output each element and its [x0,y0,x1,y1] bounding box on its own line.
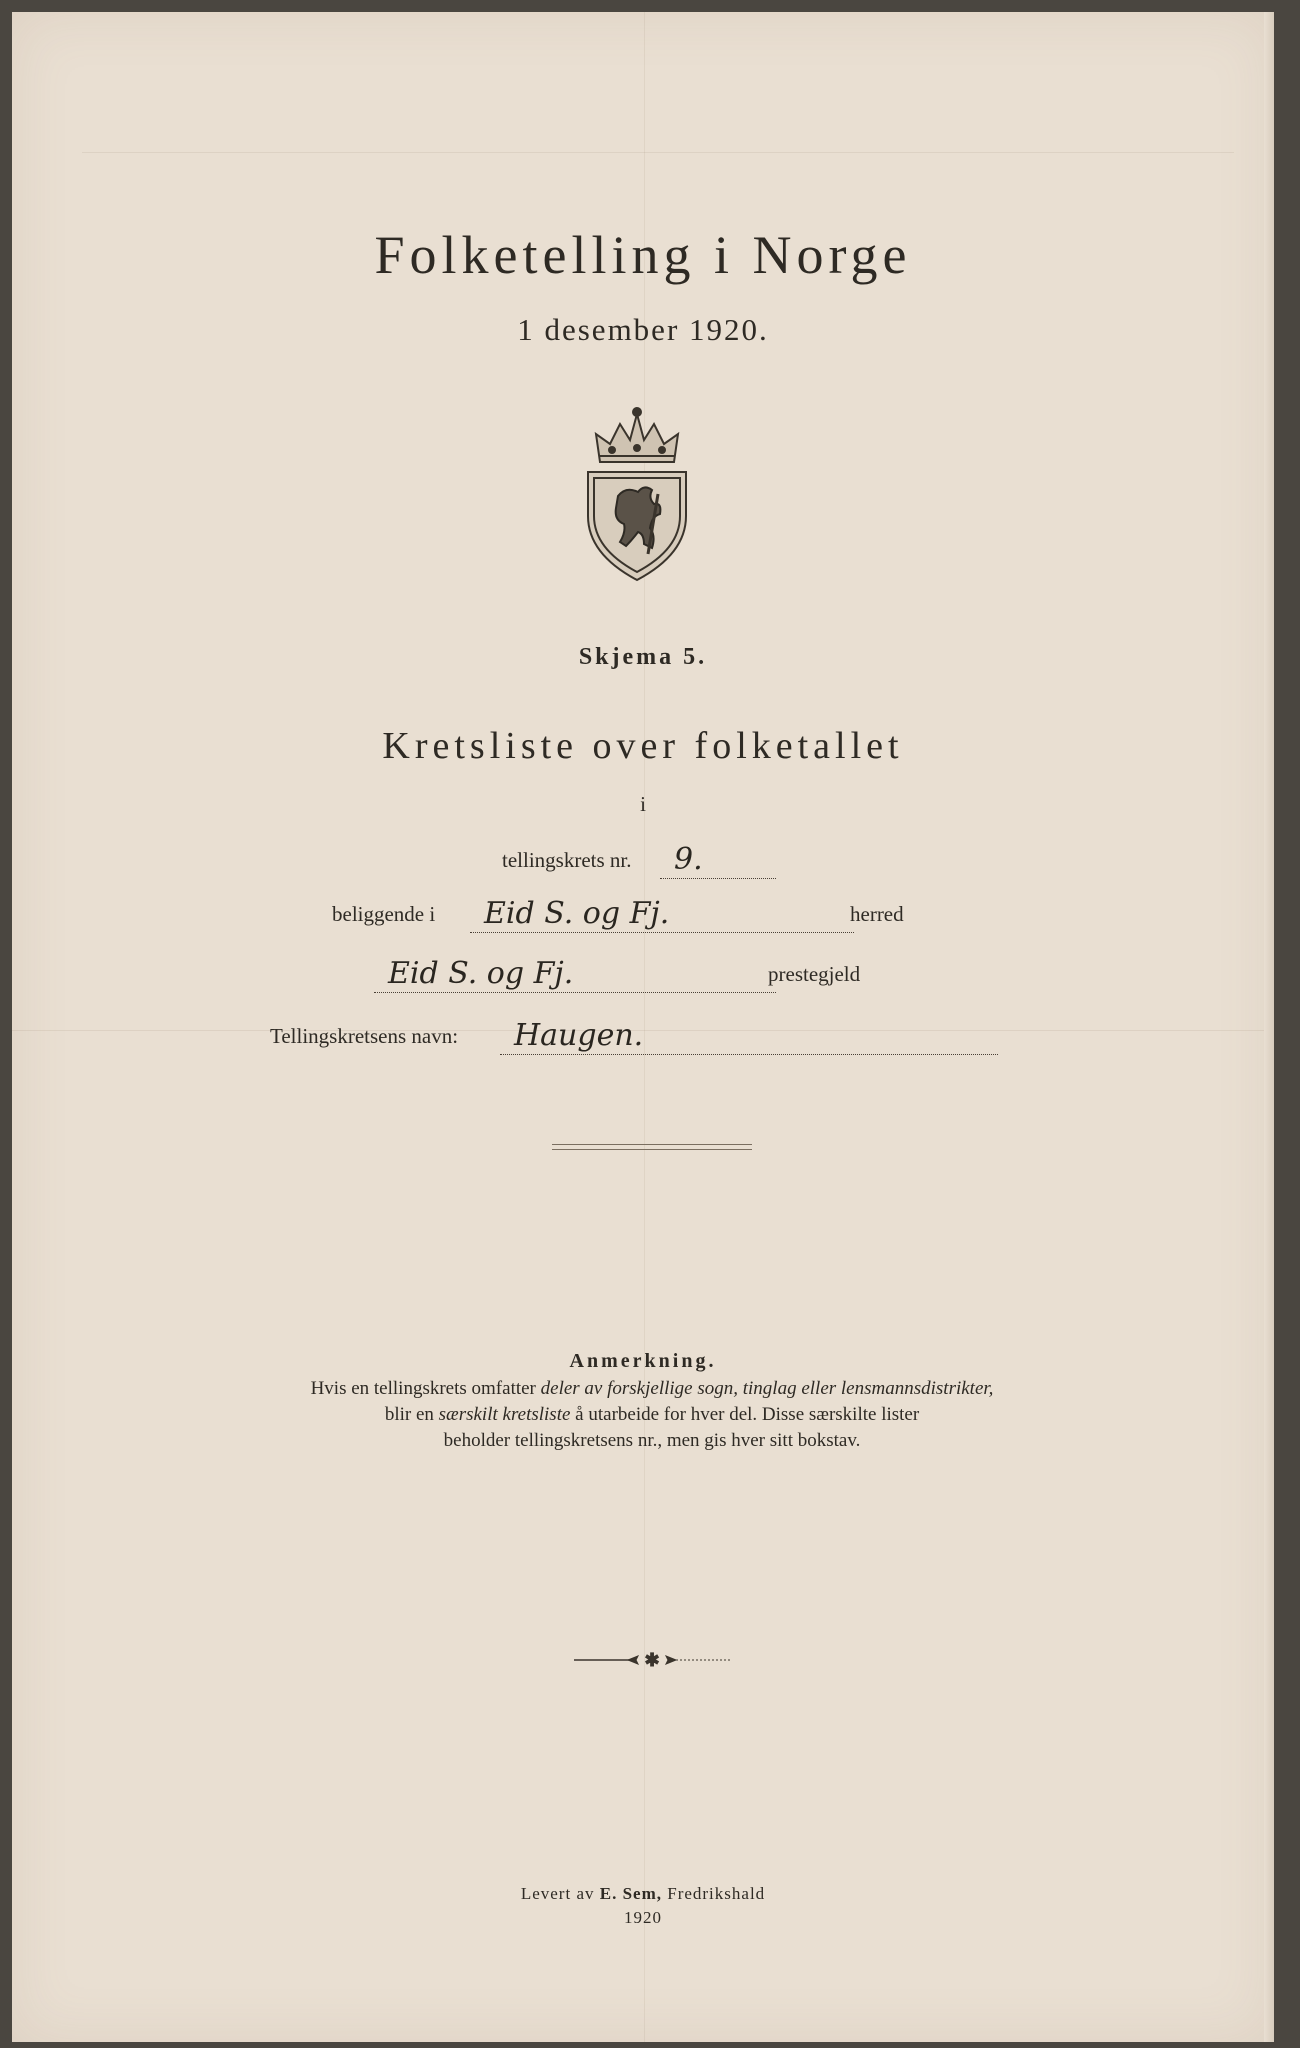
printer-city: Fredrikshald [661,1884,766,1903]
print-year: 1920 [624,1908,662,1927]
remark-text-italic: deler av forskjellige sogn, tinglag eller lensmannsdistrikter, [540,1378,994,1399]
beliggende-label: beliggende i [332,902,436,926]
herred-row [12,896,1274,936]
prestegjeld-row [12,956,1274,996]
page-title: Folketelling i Norge [374,225,912,285]
census-form-page [12,12,1274,2042]
printer-credit [12,1884,1274,1904]
bleed-through-line [82,152,1234,153]
printer-name: E. Sem, [599,1884,662,1903]
navn-label: Tellingskretsens navn: [270,1024,459,1048]
double-rule-separator [552,1144,752,1150]
preposition: i [640,792,646,816]
schema-number: Skjema 5. [578,644,708,670]
remark-text: blir en [384,1404,439,1425]
remark-text: å utarbeide for hver del. Disse særskilte lister [570,1404,920,1425]
remark-text-italic: særskilt kretsliste [438,1404,571,1425]
ornament-divider-icon [572,1650,732,1670]
remark-line-3: beholder tellingskretsens nr., men gis hver sitt bokstav. [443,1430,861,1451]
svg-text:✱: ✱ [644,1650,660,1670]
krets-number-field[interactable]: 9. [660,848,776,879]
remark-line-2 [212,1402,1092,1428]
remark-text: Hvis en tellingskrets omfatter [310,1378,541,1399]
krets-row [12,842,1274,882]
remark-title: Anmerkning. [569,1350,717,1372]
remark-line-1 [212,1376,1092,1402]
census-date: 1 desember 1920. [517,312,769,347]
norwegian-coat-of-arms-icon [582,404,692,582]
krets-name-field[interactable]: Haugen. [500,1024,998,1055]
printer-credit-text: Levert av [520,1884,600,1903]
herred-label: herred [850,902,904,926]
navn-row [12,1018,1274,1058]
krets-label: tellingskrets nr. [502,848,632,872]
prestegjeld-label: prestegjeld [768,962,861,986]
form-heading: Kretsliste over folketallet [382,725,904,767]
prestegjeld-field[interactable]: Eid S. og Fj. [374,962,776,993]
herred-field[interactable]: Eid S. og Fj. [470,902,854,933]
